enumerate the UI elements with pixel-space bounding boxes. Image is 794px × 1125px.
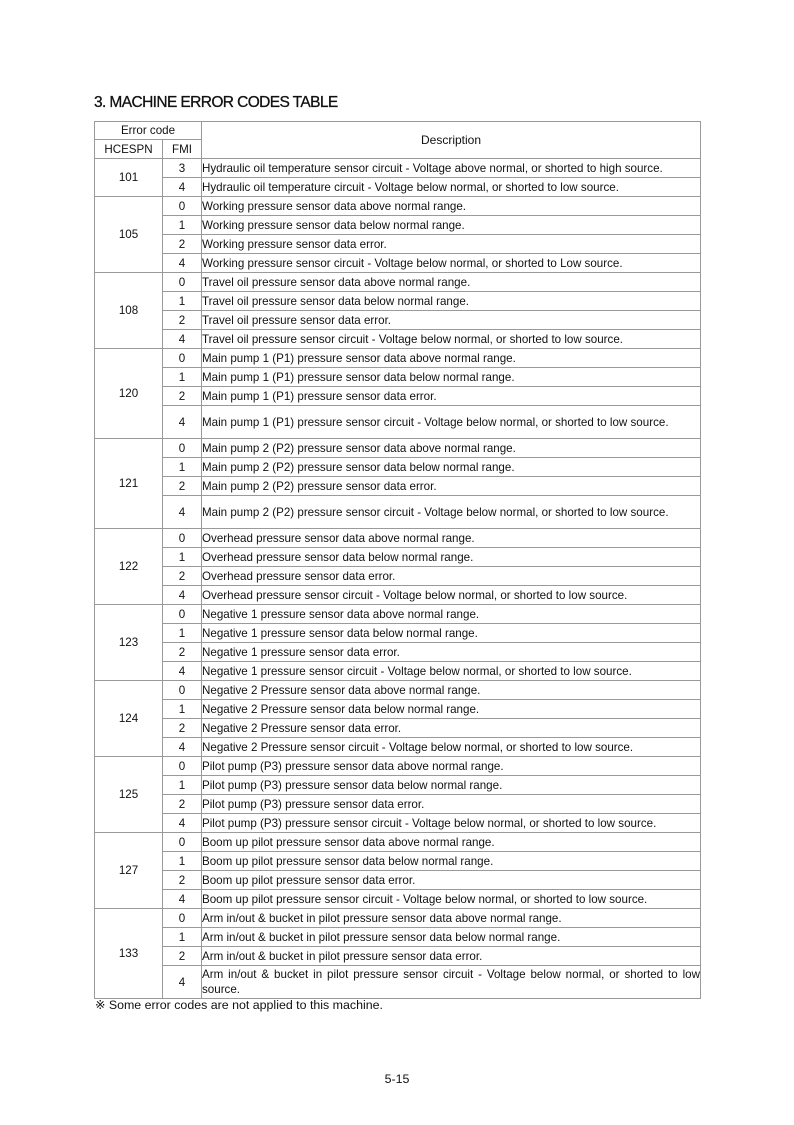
description-cell: Travel oil pressure sensor data below normal range. <box>202 292 701 311</box>
hcespn-code-cell: 125 <box>95 757 163 833</box>
fmi-cell: 2 <box>163 795 202 814</box>
description-cell: Boom up pilot pressure sensor data above normal range. <box>202 833 701 852</box>
header-hcespn: HCESPN <box>95 140 163 159</box>
table-row <box>95 624 701 643</box>
table-row <box>95 529 701 548</box>
fmi-cell: 2 <box>163 643 202 662</box>
fmi-cell: 4 <box>163 496 202 529</box>
table-row <box>95 871 701 890</box>
description-cell: Negative 1 pressure sensor circuit - Voltage below normal, or shorted to low source. <box>202 662 701 681</box>
description-cell: Travel oil pressure sensor data above normal range. <box>202 273 701 292</box>
description-cell: Travel oil pressure sensor circuit - Voltage below normal, or shorted to low source. <box>202 330 701 349</box>
table-body <box>95 159 701 999</box>
hcespn-code-cell: 120 <box>95 349 163 439</box>
description-cell: Main pump 1 (P1) pressure sensor data above normal range. <box>202 349 701 368</box>
description-cell: Working pressure sensor circuit - Voltage below normal, or shorted to Low source. <box>202 254 701 273</box>
fmi-cell: 4 <box>163 814 202 833</box>
table-row <box>95 605 701 624</box>
table-row <box>95 700 701 719</box>
table-row <box>95 947 701 966</box>
fmi-cell: 0 <box>163 909 202 928</box>
description-cell: Negative 1 pressure sensor data below normal range. <box>202 624 701 643</box>
description-cell: Main pump 1 (P1) pressure sensor data error. <box>202 387 701 406</box>
hcespn-code-cell: 105 <box>95 197 163 273</box>
description-cell: Arm in/out & bucket in pilot pressure sensor circuit - Voltage below normal, or shorted to low source. <box>202 966 701 999</box>
hcespn-code-cell: 122 <box>95 529 163 605</box>
fmi-cell: 4 <box>163 586 202 605</box>
fmi-cell: 1 <box>163 368 202 387</box>
fmi-cell: 4 <box>163 890 202 909</box>
description-cell: Arm in/out & bucket in pilot pressure sensor data error. <box>202 947 701 966</box>
description-cell: Main pump 2 (P2) pressure sensor data error. <box>202 477 701 496</box>
table-row <box>95 738 701 757</box>
hcespn-code-cell: 127 <box>95 833 163 909</box>
table-row <box>95 496 701 529</box>
description-cell: Boom up pilot pressure sensor data below normal range. <box>202 852 701 871</box>
fmi-cell: 2 <box>163 477 202 496</box>
fmi-cell: 2 <box>163 311 202 330</box>
header-description: Description <box>202 122 701 159</box>
fmi-cell: 1 <box>163 624 202 643</box>
fmi-cell: 0 <box>163 681 202 700</box>
table-row <box>95 643 701 662</box>
table-row <box>95 159 701 178</box>
table-row <box>95 197 701 216</box>
fmi-cell: 1 <box>163 776 202 795</box>
table-row <box>95 814 701 833</box>
description-cell: Overhead pressure sensor data above normal range. <box>202 529 701 548</box>
fmi-cell: 1 <box>163 852 202 871</box>
fmi-cell: 0 <box>163 757 202 776</box>
fmi-cell: 1 <box>163 700 202 719</box>
description-cell: Working pressure sensor data error. <box>202 235 701 254</box>
fmi-cell: 2 <box>163 387 202 406</box>
description-cell: Boom up pilot pressure sensor data error. <box>202 871 701 890</box>
description-cell: Main pump 2 (P2) pressure sensor data below normal range. <box>202 458 701 477</box>
description-cell: Main pump 2 (P2) pressure sensor circuit - Voltage below normal, or shorted to low source. <box>202 496 701 529</box>
fmi-cell: 1 <box>163 216 202 235</box>
description-cell: Main pump 2 (P2) pressure sensor data above normal range. <box>202 439 701 458</box>
fmi-cell: 4 <box>163 406 202 439</box>
table-row <box>95 757 701 776</box>
table-row <box>95 928 701 947</box>
table-row <box>95 477 701 496</box>
fmi-cell: 0 <box>163 439 202 458</box>
table-row <box>95 795 701 814</box>
header-error-code: Error code <box>95 122 202 140</box>
description-cell: Working pressure sensor data above normal range. <box>202 197 701 216</box>
description-cell: Arm in/out & bucket in pilot pressure sensor data below normal range. <box>202 928 701 947</box>
description-cell: Pilot pump (P3) pressure sensor data below normal range. <box>202 776 701 795</box>
table-row <box>95 586 701 605</box>
description-cell: Negative 2 Pressure sensor data below normal range. <box>202 700 701 719</box>
description-cell: Main pump 1 (P1) pressure sensor data below normal range. <box>202 368 701 387</box>
description-cell: Main pump 1 (P1) pressure sensor circuit - Voltage below normal, or shorted to low source. <box>202 406 701 439</box>
fmi-cell: 4 <box>163 330 202 349</box>
description-cell: Overhead pressure sensor circuit - Voltage below normal, or shorted to low source. <box>202 586 701 605</box>
fmi-cell: 1 <box>163 928 202 947</box>
table-row <box>95 662 701 681</box>
table-row <box>95 330 701 349</box>
fmi-cell: 0 <box>163 605 202 624</box>
table-row <box>95 406 701 439</box>
table-row <box>95 890 701 909</box>
table-row <box>95 387 701 406</box>
fmi-cell: 2 <box>163 719 202 738</box>
description-cell: Pilot pump (P3) pressure sensor data error. <box>202 795 701 814</box>
table-row <box>95 273 701 292</box>
table-row <box>95 368 701 387</box>
table-row <box>95 548 701 567</box>
fmi-cell: 2 <box>163 947 202 966</box>
header-fmi: FMI <box>163 140 202 159</box>
table-row <box>95 235 701 254</box>
fmi-cell: 2 <box>163 871 202 890</box>
hcespn-code-cell: 101 <box>95 159 163 197</box>
error-codes-table <box>94 121 701 999</box>
fmi-cell: 2 <box>163 567 202 586</box>
description-cell: Hydraulic oil temperature circuit - Voltage below normal, or shorted to low source. <box>202 178 701 197</box>
fmi-cell: 1 <box>163 548 202 567</box>
table-row <box>95 681 701 700</box>
fmi-cell: 0 <box>163 197 202 216</box>
fmi-cell: 4 <box>163 966 202 999</box>
fmi-cell: 0 <box>163 833 202 852</box>
description-cell: Boom up pilot pressure sensor circuit - Voltage below normal, or shorted to low source. <box>202 890 701 909</box>
description-cell: Pilot pump (P3) pressure sensor circuit - Voltage below normal, or shorted to low source. <box>202 814 701 833</box>
description-cell: Pilot pump (P3) pressure sensor data above normal range. <box>202 757 701 776</box>
description-cell: Negative 2 Pressure sensor circuit - Voltage below normal, or shorted to low source. <box>202 738 701 757</box>
fmi-cell: 4 <box>163 738 202 757</box>
table-row <box>95 567 701 586</box>
fmi-cell: 0 <box>163 529 202 548</box>
table-row <box>95 178 701 197</box>
table-row <box>95 719 701 738</box>
table-row <box>95 311 701 330</box>
description-cell: Arm in/out & bucket in pilot pressure sensor data above normal range. <box>202 909 701 928</box>
description-cell: Negative 2 Pressure sensor data error. <box>202 719 701 738</box>
table-row <box>95 909 701 928</box>
fmi-cell: 0 <box>163 273 202 292</box>
fmi-cell: 1 <box>163 292 202 311</box>
description-cell: Travel oil pressure sensor data error. <box>202 311 701 330</box>
table-row <box>95 292 701 311</box>
table-row <box>95 966 701 999</box>
hcespn-code-cell: 108 <box>95 273 163 349</box>
fmi-cell: 4 <box>163 178 202 197</box>
description-cell: Working pressure sensor data below normal range. <box>202 216 701 235</box>
fmi-cell: 1 <box>163 458 202 477</box>
description-cell: Overhead pressure sensor data below normal range. <box>202 548 701 567</box>
table-row <box>95 852 701 871</box>
fmi-cell: 4 <box>163 662 202 681</box>
hcespn-code-cell: 124 <box>95 681 163 757</box>
table-row <box>95 776 701 795</box>
table-row <box>95 349 701 368</box>
fmi-cell: 3 <box>163 159 202 178</box>
description-cell: Negative 2 Pressure sensor data above normal range. <box>202 681 701 700</box>
description-cell: Overhead pressure sensor data error. <box>202 567 701 586</box>
page-number: 5-15 <box>384 1072 410 1086</box>
table-row <box>95 254 701 273</box>
fmi-cell: 4 <box>163 254 202 273</box>
hcespn-code-cell: 133 <box>95 909 163 999</box>
description-cell: Negative 1 pressure sensor data error. <box>202 643 701 662</box>
table-row <box>95 833 701 852</box>
description-cell: Hydraulic oil temperature sensor circuit - Voltage above normal, or shorted to high source. <box>202 159 701 178</box>
fmi-cell: 0 <box>163 349 202 368</box>
table-row <box>95 439 701 458</box>
page-title: 3. MACHINE ERROR CODES TABLE <box>94 94 338 111</box>
fmi-cell: 2 <box>163 235 202 254</box>
hcespn-code-cell: 121 <box>95 439 163 529</box>
table-row <box>95 458 701 477</box>
description-cell: Negative 1 pressure sensor data above normal range. <box>202 605 701 624</box>
hcespn-code-cell: 123 <box>95 605 163 681</box>
footnote: ※ Some error codes are not applied to this machine. <box>95 998 383 1012</box>
table-row <box>95 216 701 235</box>
